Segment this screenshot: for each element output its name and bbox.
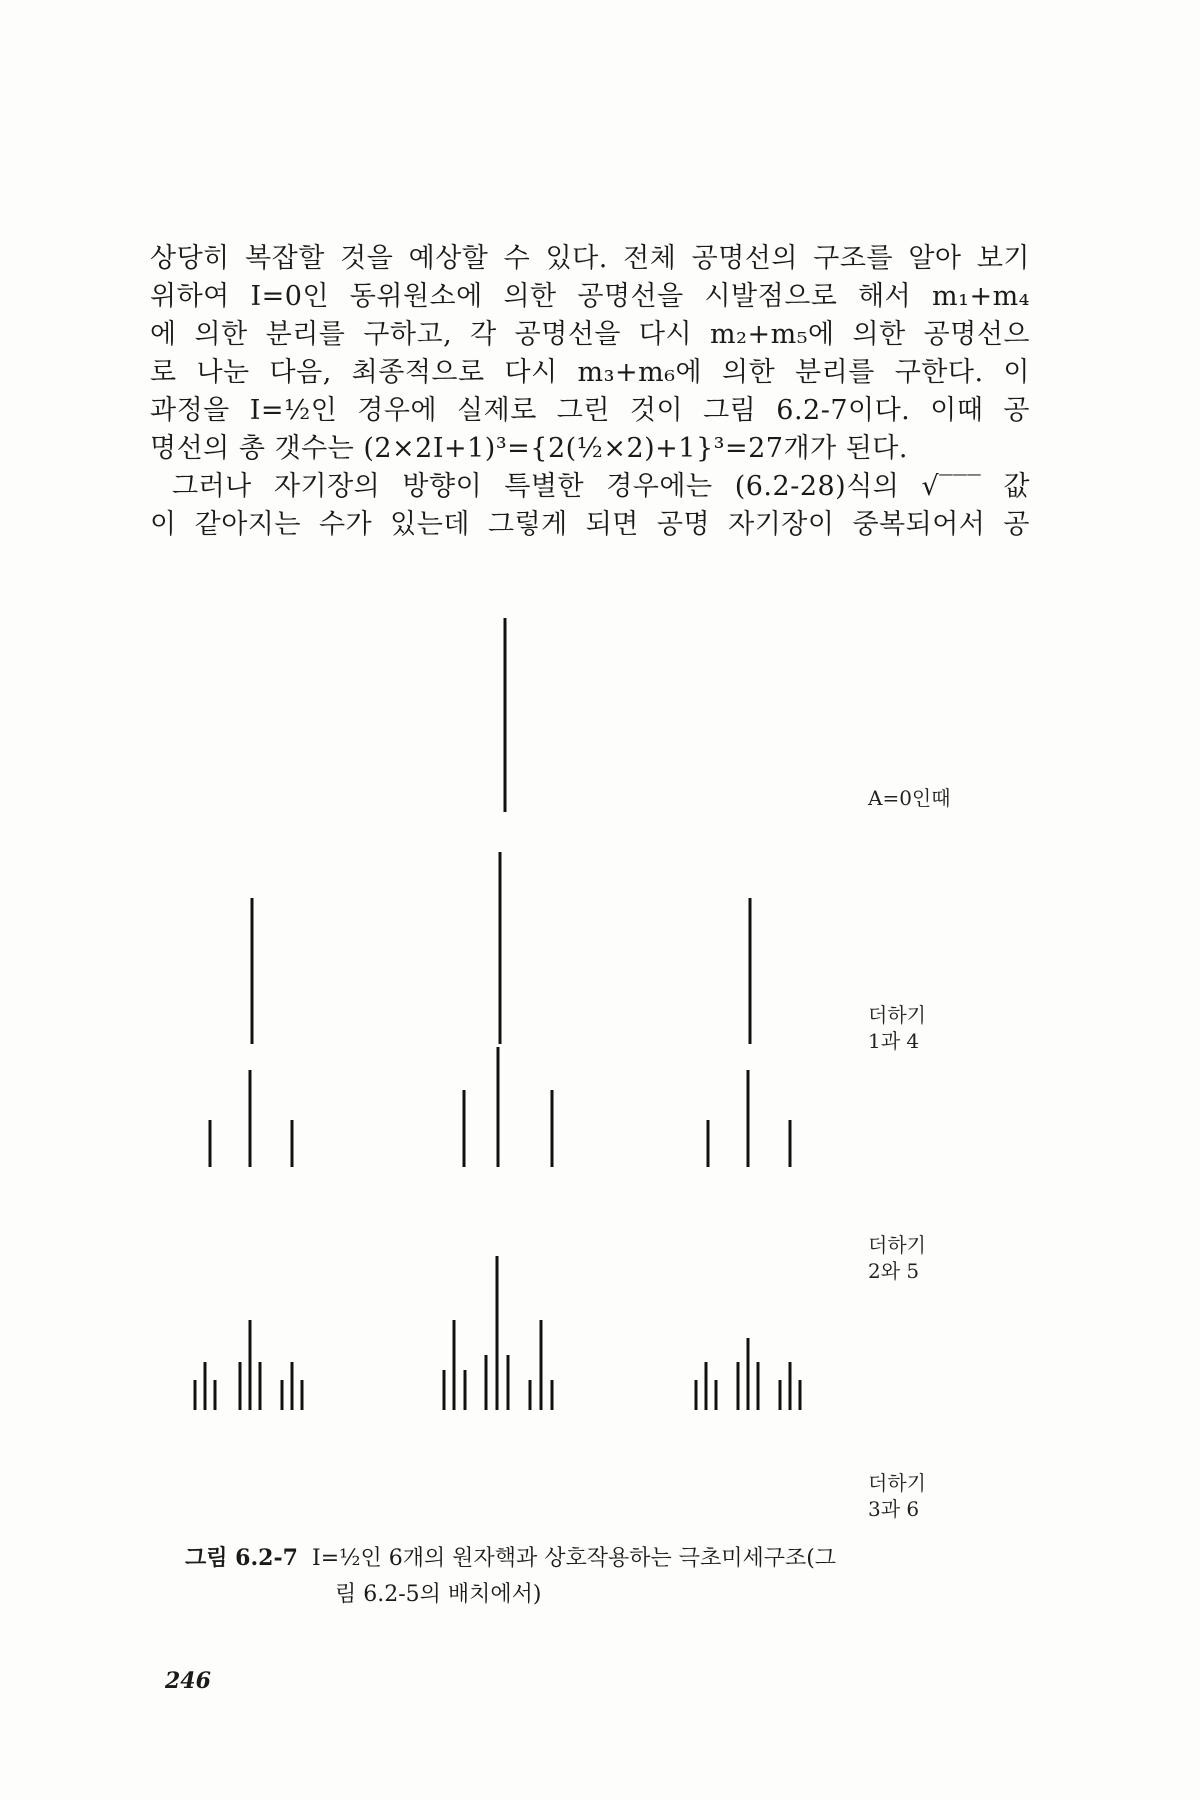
row-label-line: 3과 6 <box>868 1497 920 1521</box>
row-label-4 <box>868 1470 926 1522</box>
caption-label: 그림 6.2-7 <box>185 1545 298 1571</box>
row-label-line: 더하기 <box>868 1233 926 1257</box>
row-label-1 <box>868 785 951 811</box>
paragraph-line: 그러나 자기장의 방향이 특별한 경우에는 (6.2-28)식의 √‾‾‾ 값 <box>172 471 1030 502</box>
row-label-line: A=0인때 <box>868 786 951 810</box>
paragraph-line: 이 같아지는 수가 있는데 그렇게 되면 공명 자기장이 중복되어서 공 <box>150 509 1030 540</box>
hyperfine-stick-diagram <box>0 600 1200 1540</box>
paragraph-line: 상당히 복잡할 것을 예상할 수 있다. 전체 공명선의 구조를 알아 보기 <box>150 243 1030 274</box>
paragraph-line: 로 나눈 다음, 최종적으로 다시 m₃+m₆에 의한 분리를 구한다. 이 <box>150 357 1030 388</box>
row-label-line: 1과 4 <box>868 1029 920 1053</box>
row-label-line: 더하기 <box>868 1471 926 1495</box>
row-4-sticks <box>195 1256 800 1410</box>
paragraph-line: 과정을 I=½인 경우에 실제로 그린 것이 그림 6.2-7이다. 이때 공 <box>150 395 1030 426</box>
figure-caption <box>185 1540 1085 1613</box>
paragraph-line: 에 의한 분리를 구하고, 각 공명선을 다시 m₂+m₅에 의한 공명선으 <box>150 319 1030 350</box>
body-paragraph-2 <box>150 468 1030 544</box>
row-2-sticks <box>252 852 750 1044</box>
caption-text: 림 6.2-5의 배치에서) <box>335 1582 542 1607</box>
paragraph-line: 위하여 I=0인 동위원소에 의한 공명선을 시발점으로 해서 m₁+m₄ <box>150 281 1030 312</box>
body-paragraph-1 <box>150 240 1030 468</box>
row-3-sticks <box>210 1047 790 1167</box>
row-label-3 <box>868 1232 926 1284</box>
paragraph-line: 명선의 총 갯수는 (2×2I+1)³={2(½×2)+1}³=27개가 된다. <box>150 433 908 464</box>
page-number: 246 <box>165 1668 211 1694</box>
row-label-2 <box>868 1002 926 1054</box>
row-label-line: 더하기 <box>868 1003 926 1027</box>
caption-text: I=½인 6개의 원자핵과 상호작용하는 극초미세구조(그 <box>312 1546 837 1571</box>
row-label-line: 2와 5 <box>868 1259 920 1283</box>
